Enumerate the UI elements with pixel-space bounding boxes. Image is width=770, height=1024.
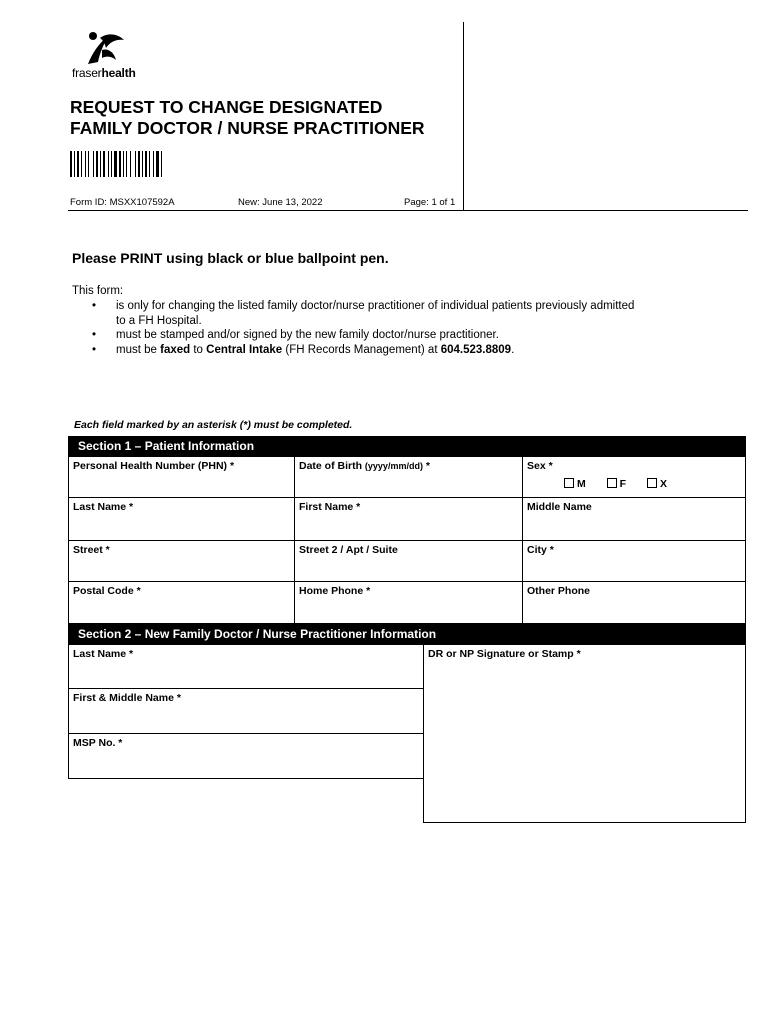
barcode-bar bbox=[123, 151, 124, 177]
print-instruction: Please PRINT using black or blue ballpoint pen. bbox=[72, 250, 389, 266]
barcode bbox=[70, 151, 194, 177]
other-phone-field[interactable]: Other Phone bbox=[522, 581, 746, 624]
logo-wordmark: fraserhealth bbox=[72, 66, 136, 80]
sex-m-checkbox[interactable] bbox=[564, 478, 574, 488]
barcode-bar bbox=[135, 151, 136, 177]
msp-number-field[interactable]: MSP No. * bbox=[68, 733, 424, 779]
page-number: Page: 1 of 1 bbox=[404, 197, 456, 208]
last-name-field[interactable]: Last Name * bbox=[68, 497, 295, 541]
barcode-bar bbox=[108, 151, 109, 177]
home-phone-field[interactable]: Home Phone * bbox=[294, 581, 523, 624]
barcode-bar bbox=[130, 151, 131, 177]
middle-name-field[interactable]: Middle Name bbox=[522, 497, 746, 541]
city-field[interactable]: City * bbox=[522, 540, 746, 582]
barcode-bar bbox=[96, 151, 98, 177]
barcode-bar bbox=[153, 151, 154, 177]
fraser-health-logo-icon bbox=[78, 30, 128, 68]
street2-field[interactable]: Street 2 / Apt / Suite bbox=[294, 540, 523, 582]
form-title: REQUEST TO CHANGE DESIGNATED FAMILY DOCTOR / NURSE PRACTITIONER bbox=[70, 97, 425, 138]
sex-options: M F X bbox=[564, 478, 685, 490]
barcode-bar bbox=[70, 151, 72, 177]
barcode-bar bbox=[156, 151, 159, 177]
instructions-list bbox=[72, 299, 712, 357]
required-fields-note: Each field marked by an asterisk (*) must be completed. bbox=[74, 419, 353, 431]
first-name-field[interactable]: First Name * bbox=[294, 497, 523, 541]
barcode-bar bbox=[145, 151, 147, 177]
instruction-bullet: • is only for changing the listed family doctor/nurse practitioner of individual patients previously admitted to a FH Hospital. bbox=[72, 299, 712, 328]
barcode-bar bbox=[111, 151, 112, 177]
barcode-bar bbox=[149, 151, 150, 177]
section-1-header: Section 1 – Patient Information bbox=[68, 436, 746, 456]
date-of-birth-field[interactable]: Date of Birth (yyyy/mm/dd) * bbox=[294, 456, 523, 498]
instruction-bullet: • must be faxed to Central Intake (FH Records Management) at 604.523.8809. bbox=[72, 343, 712, 358]
barcode-bar bbox=[138, 151, 140, 177]
barcode-bar bbox=[100, 151, 101, 177]
doctor-first-middle-name-field[interactable]: First & Middle Name * bbox=[68, 688, 424, 734]
barcode-bar bbox=[142, 151, 143, 177]
street-field[interactable]: Street * bbox=[68, 540, 295, 582]
sex-f-checkbox[interactable] bbox=[607, 478, 617, 488]
barcode-bar bbox=[114, 151, 117, 177]
sex-x-checkbox[interactable] bbox=[647, 478, 657, 488]
signature-stamp-field[interactable]: DR or NP Signature or Stamp * bbox=[423, 644, 746, 823]
header-divider-horizontal bbox=[68, 210, 748, 211]
phn-field[interactable]: Personal Health Number (PHN) * bbox=[68, 456, 295, 498]
barcode-bar bbox=[119, 151, 121, 177]
barcode-bar bbox=[93, 151, 94, 177]
doctor-last-name-field[interactable]: Last Name * bbox=[68, 644, 424, 689]
form-date: New: June 13, 2022 bbox=[238, 197, 323, 208]
barcode-bar bbox=[77, 151, 79, 177]
postal-code-field[interactable]: Postal Code * bbox=[68, 581, 295, 624]
section-2-header: Section 2 – New Family Doctor / Nurse Practitioner Information bbox=[68, 624, 746, 644]
form-id: Form ID: MSXX107592A bbox=[70, 197, 175, 208]
sex-field: Sex * bbox=[522, 456, 746, 498]
instructions-intro: This form: bbox=[72, 285, 124, 297]
barcode-bar bbox=[81, 151, 82, 177]
barcode-bar bbox=[88, 151, 89, 177]
barcode-bar bbox=[85, 151, 86, 177]
barcode-bar bbox=[161, 151, 162, 177]
header-divider-vertical bbox=[463, 22, 464, 210]
barcode-bar bbox=[103, 151, 105, 177]
instruction-bullet: • must be stamped and/or signed by the new family doctor/nurse practitioner. bbox=[72, 328, 712, 343]
barcode-bar bbox=[126, 151, 127, 177]
barcode-bar bbox=[74, 151, 75, 177]
